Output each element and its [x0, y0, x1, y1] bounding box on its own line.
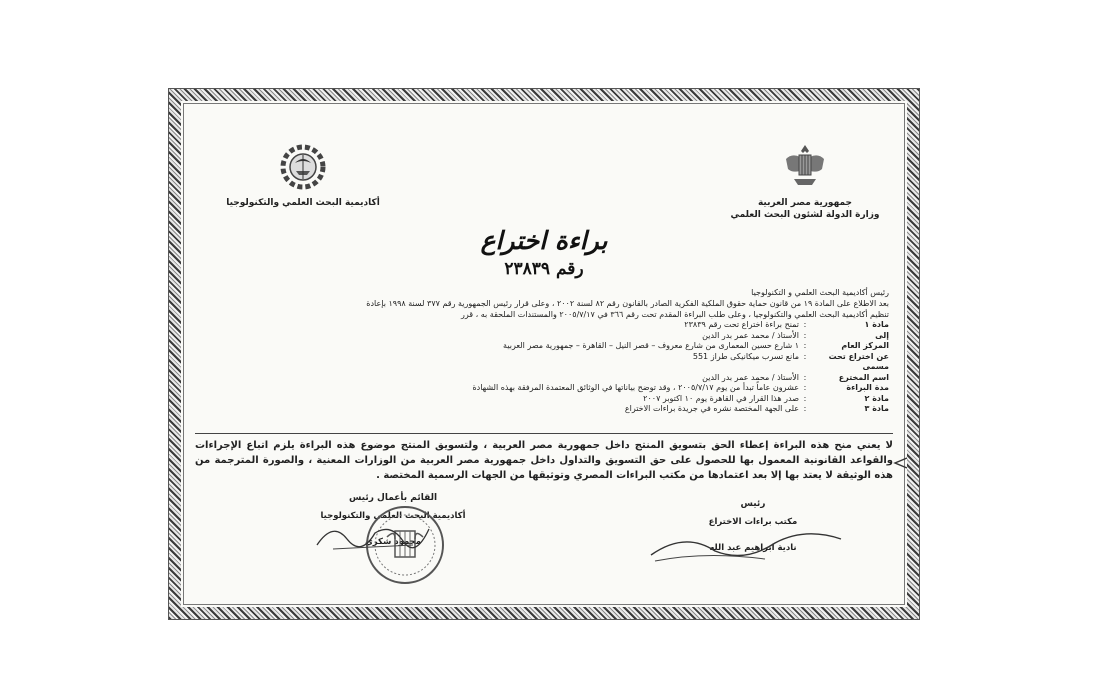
field-value: عشرون عاماً تبدأ من يوم ٢٠٠٥/٧/١٧ ، وقد توضح بياناتها في الوثائق المعتمدة المرفقة بهذه الشهادة [472, 383, 799, 392]
field-value: صدر هذا القرار في القاهرة يوم ١٠ اكتوبر ٢٠٠٧ [643, 393, 799, 403]
fields-list [199, 320, 889, 415]
field-row: مادة ٢ : صدر هذا القرار في القاهرة يوم ١٠ اكتوبر ٢٠٠٧ [199, 394, 889, 405]
certificate-title: براءة اختراع [480, 226, 608, 255]
signature-title: القائم بأعمال رئيس [348, 493, 438, 503]
field-row: مادة ٣ : على الجهة المختصة نشره في جريدة براءات الاختراع [199, 404, 889, 415]
handwritten-arrow-icon [891, 455, 909, 471]
patent-certificate [168, 88, 920, 620]
academy-name: أكاديمية البحث العلمي والتكنولوجيا [226, 198, 380, 208]
eagle-emblem-icon [782, 141, 828, 193]
field-value: الأستاذ / محمد عمر بدر الدين [702, 372, 799, 382]
country-name: جمهورية مصر العربية [757, 198, 853, 208]
handwritten-signature-left [313, 515, 433, 555]
signatory-name: محمود شكري [364, 537, 422, 547]
header-academy [203, 141, 403, 209]
field-row: إلى : الأستاذ / محمد عمر بدر الدين [199, 331, 889, 342]
field-row: اسم المخترع : الأستاذ / محمد عمر بدر الدين [199, 373, 889, 384]
field-row: عن اختراع تحت مسمى : مانع تسرب ميكانيكى طراز 551 [199, 352, 889, 373]
marketing-notice: لا يعني منح هذه البراءة إعطاء الحق بتسويق المنتج داخل جمهورية مصر العربية ، ولتسويق المنتج موضوع هذه البراءة يلزم اتباع الإجراءات والقواعد القانونية المعمول بها للحصول على حق التسويق والتداول داخل جمهورية مصر العربية من الوزارات المعنية ، والصورة المترجمة من هذه الوثيقة لا يعتد بها إلا بعد اعتمادها من مكتب البراءات المصري وتوثيقها من الجهات الرسمية المختصة . [195, 433, 893, 483]
academy-gear-emblem-icon [277, 141, 329, 193]
field-row: المركز العام : ١ شارع حسين المعمارى من شارع معروف – قصر النيل – القاهرة – جمهورية مصر العربية [199, 341, 889, 352]
signature-organization: مكتب براءات الاختراع [708, 517, 798, 527]
signatory-name: نادية ابراهيم عبد الله [709, 543, 797, 553]
field-label: عن اختراع تحت مسمى [828, 351, 889, 371]
field-label: مادة ٣ [864, 404, 889, 413]
field-label: إلى [875, 330, 889, 340]
preamble-line: تنظيم أكاديمية البحث العلمي والتكنولوجيا ، وعلى طلب البراءة المقدم تحت رقم ٣٦٦ في ٢٠٠٥/٧/١٧ والمستندات الملحقة به ، قرر [460, 310, 889, 319]
field-value: مانع تسرب ميكانيكى طراز 551 [692, 351, 799, 361]
field-value: على الجهة المختصة نشره في جريدة براءات الاختراع [624, 404, 799, 413]
field-label: المركز العام [841, 341, 889, 350]
signature-organization: أكاديمية البحث العلمي والتكنولوجيا [320, 511, 466, 521]
preamble-line: بعد الاطلاع على المادة ١٩ من قانون حماية حقوق الملكية الفكرية الصادر بالقانون رقم ٨٢ لسنة ٢٠٠٢ ، وعلى قرار رئيس الجمهورية رقم ٣٧٧ لسنة ١٩٩٨ بإعادة [366, 299, 889, 308]
field-value: الأستاذ / محمد عمر بدر الدين [702, 330, 799, 340]
certificate-title-block [183, 227, 905, 279]
field-value: تمنح براءة اختراع تحت رقم ٢٣٨٣٩ [684, 320, 799, 329]
handwritten-signature-right [645, 521, 845, 565]
ministry-name: وزارة الدولة لشئون البحث العلمي [730, 210, 880, 220]
field-label: اسم المخترع [838, 372, 889, 382]
field-row: مادة ١ : تمنح براءة اختراع تحت رقم ٢٣٨٣٩ [199, 320, 889, 331]
certificate-body [199, 287, 889, 415]
signature-title: رئيس [740, 499, 766, 509]
field-value: ١ شارع حسين المعمارى من شارع معروف – قصر النيل – القاهرة – جمهورية مصر العربية [503, 341, 799, 350]
header-ministry [725, 141, 885, 221]
preamble-line: رئيس أكاديمية البحث العلمي و التكنولوجيا [751, 288, 889, 297]
field-row: مدة البراءة : عشرون عاماً تبدأ من يوم ٢٠٠٥/٧/١٧ ، وقد توضح بياناتها في الوثائق المعتمدة المرفقة بهذه الشهادة [199, 383, 889, 394]
field-label: مدة البراءة [846, 383, 889, 392]
certificate-content [183, 103, 905, 605]
patent-number: رقم ٢٣٨٣٩ [504, 259, 584, 279]
field-label: مادة ١ [864, 320, 889, 329]
field-label: مادة ٢ [864, 393, 889, 403]
